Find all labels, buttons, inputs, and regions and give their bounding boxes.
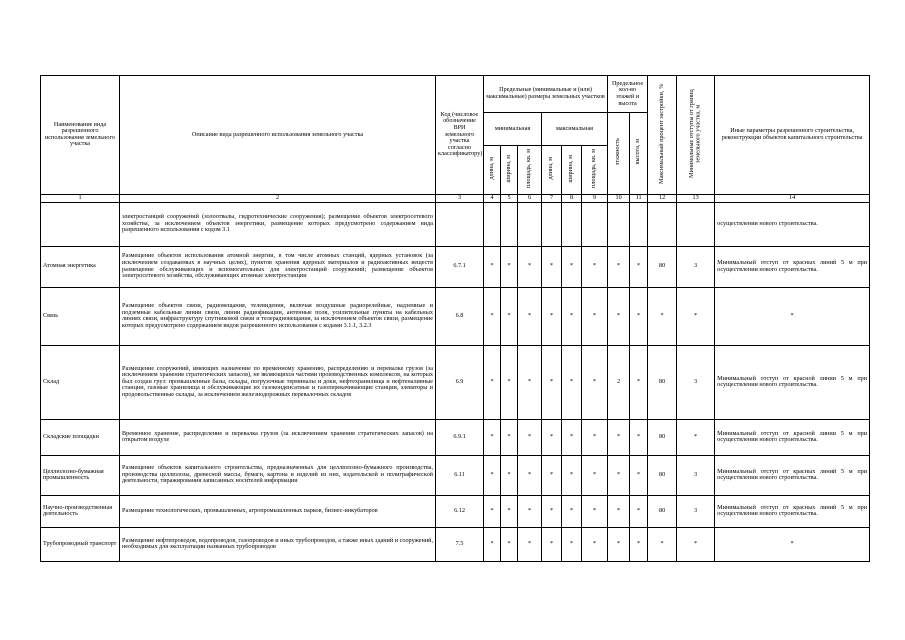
row-name: Научно-производственная деятельность bbox=[41, 495, 120, 527]
row-value: * bbox=[562, 455, 582, 495]
row-value: * bbox=[501, 495, 518, 527]
row-description: Размещение нефтепроводов, водопроводов, газопроводов и иных трубопроводов, а также иных зданий и сооружений, необходимых для эксплуатации названных трубопроводов bbox=[120, 527, 436, 561]
row-code: 6.7.1 bbox=[436, 246, 484, 287]
header-description: Описание вида разрешенного использования земельного участка bbox=[120, 76, 436, 195]
header-max-width: ширина, м bbox=[562, 145, 582, 194]
row-value: 80 bbox=[648, 246, 677, 287]
row-description: электростанций сооружений (золоотвалы, гидротехнические сооружения); размещение объектов электросетевого хозяйства, за исключением объектов энергетики, размещение которых предусмотрено содержанием вида разрешенного использования с кодом 3.1 bbox=[120, 202, 436, 246]
zoning-regulations-table bbox=[40, 75, 870, 562]
row-value: * bbox=[501, 345, 518, 419]
table-body bbox=[41, 202, 870, 561]
row-value: * bbox=[542, 419, 562, 455]
row-value: * bbox=[501, 287, 518, 345]
row-name: Атомная энергетика bbox=[41, 246, 120, 287]
row-value: 2 bbox=[608, 345, 630, 419]
row-other-params: * bbox=[715, 287, 870, 345]
header-setback: Минимальные отступы от границ земельного участка, м bbox=[677, 76, 715, 195]
header-min-width: ширина, м bbox=[501, 145, 518, 194]
column-number: 10 bbox=[608, 194, 630, 202]
row-value: 80 bbox=[648, 455, 677, 495]
column-number: 7 bbox=[542, 194, 562, 202]
row-name: Трубопроводный транспорт bbox=[41, 527, 120, 561]
row-value: * bbox=[501, 246, 518, 287]
row-value bbox=[518, 202, 542, 246]
row-code: 6.8 bbox=[436, 287, 484, 345]
row-value: * bbox=[501, 419, 518, 455]
row-other-params: * bbox=[715, 527, 870, 561]
row-value: * bbox=[582, 246, 608, 287]
row-value: * bbox=[677, 287, 715, 345]
row-value bbox=[501, 202, 518, 246]
row-value: 3 bbox=[677, 495, 715, 527]
row-value bbox=[630, 202, 648, 246]
row-value: * bbox=[630, 246, 648, 287]
column-number: 12 bbox=[648, 194, 677, 202]
table-header bbox=[41, 76, 870, 203]
header-max-length: длина, м bbox=[542, 145, 562, 194]
row-other-params: Минимальный отступ от красной линии 5 м при осуществлении нового строительства. bbox=[715, 419, 870, 455]
row-value: * bbox=[582, 419, 608, 455]
row-name: Складские площадки bbox=[41, 419, 120, 455]
row-value: * bbox=[630, 495, 648, 527]
row-value: 80 bbox=[648, 495, 677, 527]
header-build-percent: Максимальный процент застройки, % bbox=[648, 76, 677, 195]
row-value: * bbox=[582, 455, 608, 495]
row-description: Размещение объектов использования атомной энергии, в том числе атомных станций, ядерных установок (за исключением создаваемых в научных целях), пунктов хранения ядерных материалов и радиоактивных веществ размещение обслуживающих и вспомогательных для электростанций сооружений; размещение объектов электросетевого хозяйства, обслуживающих атомные электростанции bbox=[120, 246, 436, 287]
row-value: * bbox=[518, 455, 542, 495]
row-name: Целлюлозно-бумажная промышленность bbox=[41, 455, 120, 495]
header-other-params: Иные параметры разрешенного строительства, реконструкции объектов капитального строительства bbox=[715, 76, 870, 195]
row-code: 6.9 bbox=[436, 345, 484, 419]
row-value: * bbox=[630, 455, 648, 495]
column-number: 5 bbox=[501, 194, 518, 202]
row-description: Размещение объектов капитального строительства, предназначенных для целлюлозно-бумажного производства, производства целлюлозы, древесной массы, бумаги, картона и изделий из них, издательской и полиграфической деятельности, тиражирования записанных носителей информации bbox=[120, 455, 436, 495]
row-value: * bbox=[542, 246, 562, 287]
row-code: 6.9.1 bbox=[436, 419, 484, 455]
row-description: Размещение технологических, промышленных, агропромышленных парков, бизнес-инкубаторов bbox=[120, 495, 436, 527]
row-code: 7.5 bbox=[436, 527, 484, 561]
row-value bbox=[484, 202, 501, 246]
header-height: высота, м bbox=[630, 113, 648, 195]
row-value: * bbox=[542, 345, 562, 419]
column-number: 2 bbox=[120, 194, 436, 202]
row-value: * bbox=[518, 419, 542, 455]
header-min-area: площадь, кв. м bbox=[518, 145, 542, 194]
column-number: 4 bbox=[484, 194, 501, 202]
row-other-params: осуществлении нового строительства. bbox=[715, 202, 870, 246]
row-code: 6.12 bbox=[436, 495, 484, 527]
row-value: * bbox=[484, 495, 501, 527]
column-number: 9 bbox=[582, 194, 608, 202]
column-number: 6 bbox=[518, 194, 542, 202]
row-value: * bbox=[542, 287, 562, 345]
row-value: * bbox=[608, 455, 630, 495]
row-value: * bbox=[518, 345, 542, 419]
header-name: Наименование вида разрешенного использования земельного участка bbox=[41, 76, 120, 195]
row-value: 80 bbox=[648, 345, 677, 419]
column-number: 11 bbox=[630, 194, 648, 202]
row-code bbox=[436, 202, 484, 246]
header-code: Код (числовое обозначение ВРИ земельного участка согласно классификатору) bbox=[436, 76, 484, 195]
row-value bbox=[648, 202, 677, 246]
row-value: * bbox=[501, 455, 518, 495]
row-description: Размещение сооружений, имеющих назначение по временному хранению, распределению и перевалке грузов (за исключением хранения стратегических запасов), не являющихся частями производственных комплексов, на которых был создан груз: промышленные базы, склады, погрузочные терминалы и доки, нефтехранилища и нефтеналивные станции, газовые хранилища и обслуживающие их газоконденсатные и газоперекачивающие станции, элеваторы и продовольственные склады, за исключением железнодорожных перевалочных складов bbox=[120, 345, 436, 419]
row-value: * bbox=[484, 527, 501, 561]
row-value bbox=[582, 202, 608, 246]
row-value: * bbox=[542, 495, 562, 527]
row-value: * bbox=[562, 527, 582, 561]
header-floor-count: этажность bbox=[608, 113, 630, 195]
row-name: Связь bbox=[41, 287, 120, 345]
row-value: * bbox=[562, 345, 582, 419]
header-floors: Предельное кол-во этажей и высота bbox=[608, 76, 648, 113]
row-value: 3 bbox=[677, 345, 715, 419]
column-number: 8 bbox=[562, 194, 582, 202]
row-other-params: Минимальный отступ от красных линий 5 м при осуществлении нового строительства. bbox=[715, 246, 870, 287]
row-description: Размещение объектов связи, радиовещания, телевидения, включая воздушные радиорелейные, надземные и подземные кабельные линии связи, линии радиофикации, антенные поля, усилительные пункты на кабельных линиях связи, инфраструктуру спутниковой связи и телерадиовещания, за исключением объектов связи, размещение которых предусмотрено содержанием видов разрешенного использования с кодами 3.1.1, 3.2.3 bbox=[120, 287, 436, 345]
header-plot-sizes: Предельные (минимальные и (или) максимальные) размеры земельных участков bbox=[484, 76, 608, 113]
table-row bbox=[41, 287, 870, 345]
row-value: * bbox=[484, 455, 501, 495]
row-value bbox=[562, 202, 582, 246]
row-value: * bbox=[518, 527, 542, 561]
column-numbers-row bbox=[41, 194, 870, 202]
row-value: * bbox=[630, 419, 648, 455]
table-row bbox=[41, 345, 870, 419]
row-value: 80 bbox=[648, 419, 677, 455]
row-code: 6.11 bbox=[436, 455, 484, 495]
row-value: * bbox=[484, 345, 501, 419]
row-other-params: Минимальный отступ от красной линии 5 м при осуществлении нового строительства. bbox=[715, 345, 870, 419]
row-name: Склад bbox=[41, 345, 120, 419]
row-value: * bbox=[677, 419, 715, 455]
row-value: * bbox=[608, 287, 630, 345]
row-value: * bbox=[582, 495, 608, 527]
row-value: * bbox=[562, 495, 582, 527]
table-row bbox=[41, 495, 870, 527]
row-value: * bbox=[630, 287, 648, 345]
row-value: * bbox=[608, 527, 630, 561]
row-value: * bbox=[648, 527, 677, 561]
row-value: * bbox=[484, 246, 501, 287]
header-min-length: длина, м bbox=[484, 145, 501, 194]
row-name bbox=[41, 202, 120, 246]
row-value: * bbox=[562, 419, 582, 455]
row-value bbox=[542, 202, 562, 246]
row-other-params: Минимальный отступ от красных линий 5 м при осуществлении нового строительства. bbox=[715, 495, 870, 527]
row-value: 3 bbox=[677, 455, 715, 495]
header-min: минимальная bbox=[484, 113, 542, 146]
row-value: * bbox=[630, 527, 648, 561]
column-number: 3 bbox=[436, 194, 484, 202]
row-value: * bbox=[518, 287, 542, 345]
row-value: * bbox=[648, 287, 677, 345]
row-value: * bbox=[562, 287, 582, 345]
row-value: * bbox=[608, 495, 630, 527]
row-value: * bbox=[562, 246, 582, 287]
row-value: 3 bbox=[677, 246, 715, 287]
row-value: * bbox=[501, 527, 518, 561]
table-row bbox=[41, 527, 870, 561]
row-value: * bbox=[518, 246, 542, 287]
row-value: * bbox=[518, 495, 542, 527]
row-value: * bbox=[582, 345, 608, 419]
column-number: 1 bbox=[41, 194, 120, 202]
table-row bbox=[41, 246, 870, 287]
row-description: Временное хранение, распределение и перевалка грузов (за исключением хранения стратегических запасов) на открытом воздухе bbox=[120, 419, 436, 455]
column-number: 13 bbox=[677, 194, 715, 202]
row-value: * bbox=[630, 345, 648, 419]
row-value: * bbox=[582, 527, 608, 561]
row-value: * bbox=[542, 455, 562, 495]
header-max: максимальная bbox=[542, 113, 608, 146]
row-value: * bbox=[484, 419, 501, 455]
row-other-params: Минимальный отступ от красных линий 5 м при осуществлении нового строительства. bbox=[715, 455, 870, 495]
row-value: * bbox=[677, 527, 715, 561]
row-value bbox=[608, 202, 630, 246]
row-value: * bbox=[542, 527, 562, 561]
row-value: * bbox=[484, 287, 501, 345]
row-value bbox=[677, 202, 715, 246]
table-row bbox=[41, 455, 870, 495]
column-number: 14 bbox=[715, 194, 870, 202]
table-row bbox=[41, 419, 870, 455]
header-max-area: площадь, кв. м bbox=[582, 145, 608, 194]
row-value: * bbox=[608, 246, 630, 287]
row-value: * bbox=[582, 287, 608, 345]
row-value: * bbox=[608, 419, 630, 455]
table-row bbox=[41, 202, 870, 246]
